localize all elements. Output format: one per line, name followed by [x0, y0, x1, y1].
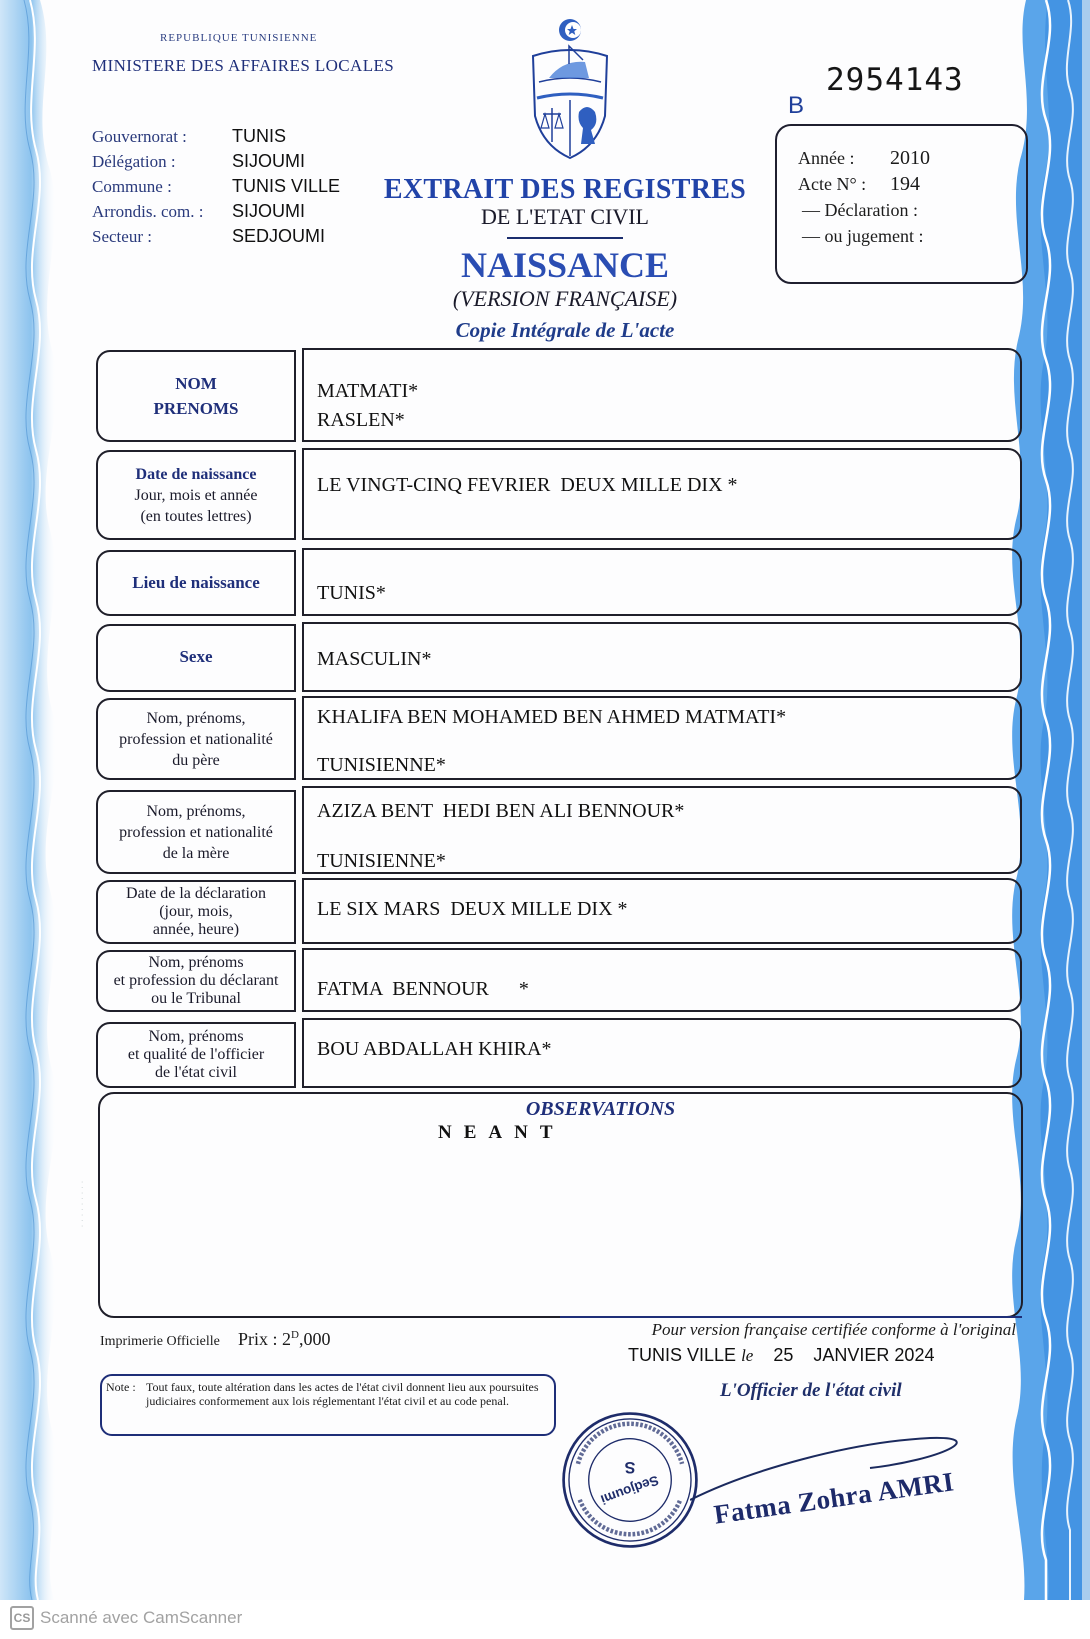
officer-title: L'Officier de l'état civil	[720, 1380, 902, 1401]
row-value-officier	[302, 1018, 1022, 1088]
republic-heading: REPUBLIQUE TUNISIENNE	[160, 32, 318, 44]
row-value-date-declaration	[302, 878, 1022, 944]
row-label-nom-prenoms	[96, 350, 296, 442]
commune-value: TUNIS VILLE	[232, 176, 341, 196]
admin-labels	[92, 124, 203, 249]
row-value-declarant	[302, 948, 1022, 1012]
label-line: profession et nationalité	[119, 823, 273, 841]
delegation-value: SIJOUMI	[232, 151, 306, 171]
row-value-sexe	[302, 622, 1022, 692]
row-label-date-declaration	[96, 880, 296, 944]
observations-title: OBSERVATIONS	[525, 1098, 676, 1120]
jugement-label: — ou jugement :	[802, 226, 924, 246]
label-line: Nom, prénoms,	[146, 802, 246, 820]
annee-value: 2010	[890, 147, 930, 169]
left-security-border	[0, 0, 90, 1600]
row-label-lieu-naissance	[96, 550, 296, 616]
value-pere-nationalite: TUNISIENNE*	[317, 754, 446, 776]
admin-values	[232, 124, 340, 249]
label-line: ou le Tribunal	[151, 990, 241, 1007]
title-divider	[507, 237, 623, 239]
row-label-date-naissance	[96, 450, 296, 540]
issue-day: 25	[773, 1345, 794, 1365]
label-line: Nom, prénoms	[148, 954, 244, 971]
camscanner-text: Scanné avec CamScanner	[40, 1608, 243, 1627]
label-line: de l'état civil	[155, 1064, 237, 1081]
price-label: Prix : 2	[238, 1329, 292, 1349]
row-value-nom-prenoms	[302, 348, 1022, 442]
printer-label: Imprimerie Officielle	[100, 1334, 220, 1349]
stamp-text: Sedjoumi	[598, 1472, 661, 1508]
commune-label: Commune :	[92, 177, 172, 196]
camscanner-watermark	[10, 1606, 242, 1630]
acte-number-value: 194	[890, 173, 920, 195]
signature-name-stamp: Fatma Zohra AMRI	[712, 1466, 956, 1530]
version-label: (VERSION FRANÇAISE)	[452, 286, 678, 311]
value-declarant: FATMA BENNOUR *	[317, 978, 529, 1000]
arrondissement-value: SIJOUMI	[232, 201, 306, 221]
declaration-label: — Déclaration :	[802, 200, 918, 220]
secteur-value: SEDJOUMI	[232, 226, 326, 246]
label-line: et qualité de l'officier	[127, 1046, 265, 1063]
row-value-pere	[302, 696, 1022, 780]
value-pere-nom: KHALIFA BEN MOHAMED BEN AHMED MATMATI*	[317, 706, 787, 728]
note-text: Tout faux, toute altération dans les actes de l'état civil donnent lieu aux poursuites judiciaires conformement aux lois réglementant l'état civil et au code penal.	[146, 1380, 539, 1408]
gouvernorat-value: TUNIS	[232, 126, 286, 146]
certification-divider	[560, 1316, 1022, 1318]
act-type-title: NAISSANCE	[460, 245, 670, 285]
serial-series-letter: B	[788, 92, 805, 119]
secteur-label: Secteur :	[92, 227, 152, 246]
label-line: Nom, prénoms	[148, 1028, 244, 1045]
row-value-date-naissance	[302, 448, 1022, 540]
row-label-pere	[96, 698, 296, 780]
label-line: (jour, mois,	[159, 903, 233, 920]
delegation-label: Délégation :	[92, 152, 176, 171]
row-label-mere	[96, 790, 296, 874]
issue-place: TUNIS VILLE	[628, 1345, 737, 1365]
acte-info	[798, 146, 930, 248]
label-line: Lieu de naissance	[132, 573, 260, 592]
label-line: Date de naissance	[135, 465, 257, 483]
observations-value: NEANT	[438, 1122, 565, 1143]
label-line: du père	[172, 751, 220, 769]
row-value-lieu-naissance	[302, 548, 1022, 616]
label-line: Jour, mois et année	[134, 486, 258, 504]
document-title: EXTRAIT DES REGISTRES	[383, 174, 747, 205]
acte-number-label: Acte N° :	[798, 174, 867, 194]
camscanner-logo-icon: CS	[10, 1606, 34, 1630]
label-line: année, heure)	[152, 921, 240, 938]
issue-month-year: JANVIER 2024	[813, 1345, 935, 1365]
value-date-naissance: LE VINGT-CINQ FEVRIER DEUX MILLE DIX *	[317, 474, 738, 496]
value-prenoms: RASLEN*	[317, 409, 405, 431]
label-line: profession et nationalité	[119, 730, 273, 748]
serial-number: 2954143	[826, 62, 964, 98]
value-mere-nationalite: TUNISIENNE*	[317, 850, 446, 872]
place-and-date	[628, 1345, 934, 1366]
price-decimals: ,000	[298, 1329, 331, 1349]
date-prefix: le	[741, 1346, 754, 1365]
value-nom: MATMATI*	[317, 380, 419, 402]
arrondissement-label: Arrondis. com. :	[92, 202, 204, 221]
label-line: Sexe	[179, 647, 213, 666]
label-line: Nom, prénoms,	[146, 709, 246, 727]
price-unit: D	[291, 1329, 299, 1341]
note-label: Note :	[106, 1380, 136, 1394]
document-subtitle: DE L'ETAT CIVIL	[481, 204, 649, 229]
tunisia-coat-of-arms-icon	[525, 16, 615, 162]
label-line: (en toutes lettres)	[140, 507, 252, 525]
side-printer-mark: · · · · · · · · ·	[80, 1180, 86, 1227]
value-mere-nom: AZIZA BENT HEDI BEN ALI BENNOUR*	[317, 800, 685, 822]
value-officier: BOU ABDALLAH KHIRA*	[317, 1038, 552, 1060]
ministry-heading: MINISTERE DES AFFAIRES LOCALES	[92, 56, 395, 75]
annee-label: Année :	[798, 148, 855, 168]
copy-type-label: Copie Intégrale de L'acte	[455, 318, 675, 342]
row-label-officier	[96, 1022, 296, 1088]
row-label-declarant	[96, 950, 296, 1012]
label-line: et profession du déclarant	[113, 972, 279, 989]
value-lieu-naissance: TUNIS*	[317, 582, 386, 604]
row-value-mere	[302, 786, 1022, 874]
gouvernorat-label: Gouvernorat :	[92, 127, 187, 146]
label-line: PRENOMS	[153, 399, 239, 418]
official-stamp-icon	[560, 1410, 700, 1550]
label-line: de la mère	[162, 844, 230, 862]
stamp-center-letter: S	[624, 1458, 636, 1477]
row-label-sexe	[96, 624, 296, 692]
price	[238, 1329, 330, 1350]
value-date-declaration: LE SIX MARS DEUX MILLE DIX *	[317, 898, 628, 920]
value-sexe: MASCULIN*	[317, 648, 432, 670]
label-line: NOM	[175, 374, 217, 393]
certification-text: Pour version française certifiée conforme à l'original	[651, 1320, 1016, 1339]
label-line: Date de la déclaration	[126, 885, 266, 902]
